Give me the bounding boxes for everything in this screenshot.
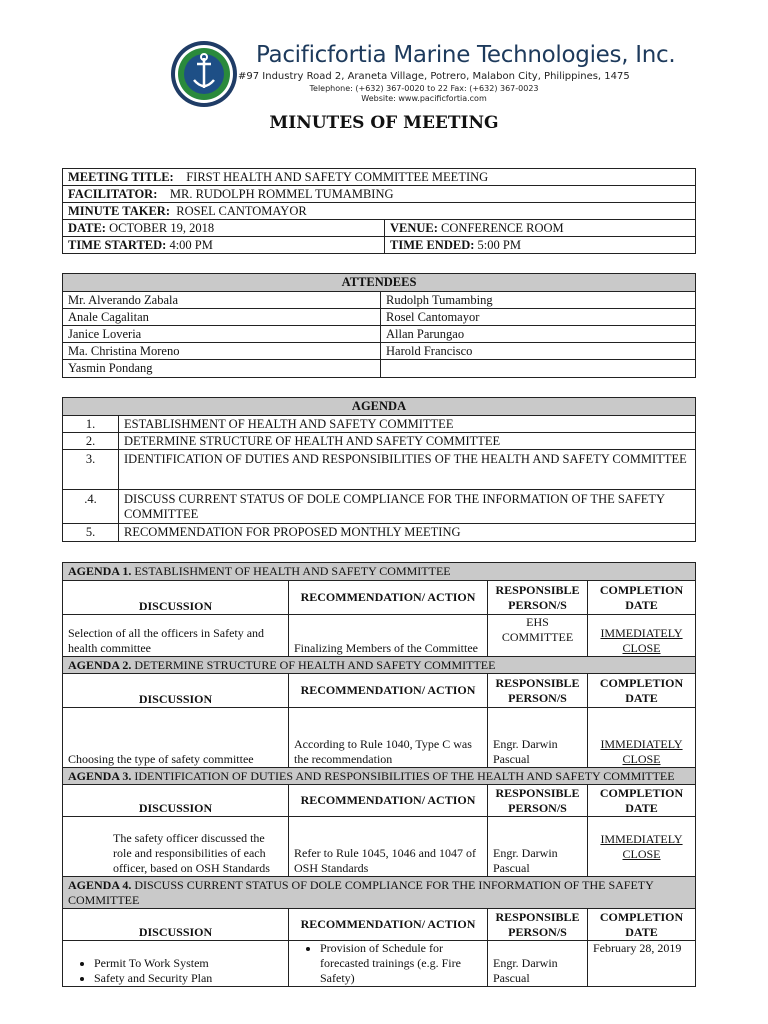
agenda-2-label: AGENDA 2.: [68, 657, 132, 672]
time-started-value: 4:00 PM: [169, 237, 213, 252]
agenda-number: 3.: [63, 450, 119, 490]
discussion-cell: Selection of all the officers in Safety and health committee: [63, 615, 289, 657]
completion-cell: IMMEDIATELY CLOSE: [588, 615, 696, 657]
attendees-table: [62, 273, 696, 378]
agenda-item: RECOMMENDATION FOR PROPOSED MONTHLY MEETING: [119, 524, 696, 542]
responsible-cell: Engr. Darwin Pascual: [488, 708, 588, 768]
discussion-list: [68, 956, 283, 986]
col-discussion: DISCUSSION: [63, 674, 289, 708]
action-cell: [289, 941, 488, 987]
col-discussion: DISCUSSION: [63, 581, 289, 615]
agenda-1-title: ESTABLISHMENT OF HEALTH AND SAFETY COMMITTEE: [134, 564, 451, 578]
completion-cell: February 28, 2019: [588, 941, 696, 987]
company-address: #97 Industry Road 2, Araneta Village, Potrero, Malabon City, Philippines, 1475: [238, 71, 630, 82]
action-cell: According to Rule 1040, Type C was the recommendation: [289, 708, 488, 768]
agenda-4-title: DISCUSS CURRENT STATUS OF DOLE COMPLIANCE FOR THE INFORMATION OF THE SAFETY COMMITTEE: [68, 877, 654, 907]
time-ended-cell: [385, 237, 696, 254]
completion-cell: IMMEDIATELY CLOSE: [588, 817, 696, 877]
letterhead: [170, 38, 676, 108]
agenda-1-label: AGENDA 1.: [68, 564, 132, 578]
attendee-name: Yasmin Pondang: [63, 360, 381, 378]
company-website: Website: www.pacificfortia.com: [361, 94, 487, 103]
col-recommendation: RECOMMENDATION/ ACTION: [289, 581, 488, 615]
attendee-name: Anale Cagalitan: [63, 309, 381, 326]
col-responsible: RESPONSIBLE PERSON/S: [488, 674, 588, 708]
agenda-number: 1.: [63, 416, 119, 433]
col-responsible: RESPONSIBLE PERSON/S: [488, 581, 588, 615]
discussion-cell: [63, 941, 289, 987]
attendee-name: Allan Parungao: [381, 326, 696, 343]
time-started-cell: [63, 237, 385, 254]
minute-taker-row: [63, 203, 696, 220]
attendee-name: Ma. Christina Moreno: [63, 343, 381, 360]
col-recommendation: RECOMMENDATION/ ACTION: [289, 674, 488, 708]
agenda-1-heading: [63, 563, 696, 581]
agenda-number: .4.: [63, 490, 119, 524]
responsible-cell: EHS COMMITTEE: [488, 615, 588, 657]
col-discussion: DISCUSSION: [63, 785, 289, 817]
action-cell: Refer to Rule 1045, 1046 and 1047 of OSH Standards: [289, 817, 488, 877]
attendee-name: Mr. Alverando Zabala: [63, 292, 381, 309]
agenda-3-label: AGENDA 3.: [68, 768, 132, 783]
agenda-2-title: DETERMINE STRUCTURE OF HEALTH AND SAFETY COMMITTEE: [134, 657, 496, 672]
col-responsible: RESPONSIBLE PERSON/S: [488, 909, 588, 941]
attendee-name: Janice Loveria: [63, 326, 381, 343]
col-completion: COMPLETION DATE: [588, 909, 696, 941]
action-list: [294, 941, 482, 986]
meeting-title-value: FIRST HEALTH AND SAFETY COMMITTEE MEETING: [186, 169, 489, 184]
date-value: OCTOBER 19, 2018: [109, 220, 215, 235]
agenda-item: DISCUSS CURRENT STATUS OF DOLE COMPLIANCE FOR THE INFORMATION OF THE SAFETY COMMITTEE: [119, 490, 696, 524]
list-item: • Provision of Schedule for forecasted trainings (e.g. Fire Safety): [320, 941, 482, 986]
attendee-name: Rudolph Tumambing: [381, 292, 696, 309]
agenda-2-heading: [63, 657, 696, 674]
list-item: • Safety and Security Plan: [94, 971, 283, 986]
time-started-label: TIME STARTED:: [68, 237, 167, 252]
agenda-item: DETERMINE STRUCTURE OF HEALTH AND SAFETY COMMITTEE: [119, 433, 696, 450]
company-logo-icon: [170, 40, 238, 108]
discussion-cell: The safety officer discussed the role and responsibilities of each officer, based on OSH Standards: [63, 817, 289, 877]
col-responsible: RESPONSIBLE PERSON/S: [488, 785, 588, 817]
col-discussion: DISCUSSION: [63, 909, 289, 941]
time-ended-label: TIME ENDED:: [390, 237, 475, 252]
attendee-name: Harold Francisco: [381, 343, 696, 360]
col-recommendation: RECOMMENDATION/ ACTION: [289, 909, 488, 941]
attendee-name: [381, 360, 696, 378]
col-completion: COMPLETION DATE: [588, 785, 696, 817]
agenda-4-heading: [63, 877, 696, 909]
completion-cell: IMMEDIATELY CLOSE: [588, 708, 696, 768]
facilitator-value: MR. RUDOLPH ROMMEL TUMAMBING: [169, 186, 394, 201]
attendees-heading: ATTENDEES: [63, 274, 696, 292]
venue-value: CONFERENCE ROOM: [441, 220, 564, 235]
discussion-cell: Choosing the type of safety committee: [63, 708, 289, 768]
facilitator-row: [63, 186, 696, 203]
agenda-4-label: AGENDA 4.: [68, 877, 132, 892]
date-label: DATE:: [68, 220, 106, 235]
agenda-3-title: IDENTIFICATION OF DUTIES AND RESPONSIBILITIES OF THE HEALTH AND SAFETY COMMITTEE: [134, 768, 675, 783]
meeting-title-label: MEETING TITLE:: [68, 169, 174, 184]
document-title: MINUTES OF MEETING: [269, 113, 499, 133]
minute-taker-value: ROSEL CANTOMAYOR: [176, 203, 307, 218]
meeting-info-table: [62, 168, 696, 254]
col-completion: COMPLETION DATE: [588, 674, 696, 708]
agenda-item: ESTABLISHMENT OF HEALTH AND SAFETY COMMITTEE: [119, 416, 696, 433]
meeting-title-row: [63, 169, 696, 186]
col-completion: COMPLETION DATE: [588, 581, 696, 615]
col-recommendation: RECOMMENDATION/ ACTION: [289, 785, 488, 817]
date-cell: [63, 220, 385, 237]
agenda-number: 2.: [63, 433, 119, 450]
venue-cell: [385, 220, 696, 237]
responsible-cell: Engr. Darwin Pascual: [488, 817, 588, 877]
action-cell: Finalizing Members of the Committee: [289, 615, 488, 657]
responsible-cell: Engr. Darwin Pascual: [488, 941, 588, 987]
agenda-heading: AGENDA: [63, 398, 696, 416]
list-item: • Permit To Work System: [94, 956, 283, 971]
facilitator-label: FACILITATOR:: [68, 186, 158, 201]
agenda-table: [62, 397, 696, 542]
minute-taker-label: MINUTE TAKER:: [68, 203, 170, 218]
time-ended-value: 5:00 PM: [477, 237, 521, 252]
company-phone: Telephone: (+632) 367-0020 to 22 Fax: (+632) 367-0023: [309, 84, 539, 93]
agenda-details-table: [62, 562, 696, 987]
agenda-number: 5.: [63, 524, 119, 542]
company-name: Pacificfortia Marine Technologies, Inc.: [256, 42, 676, 68]
venue-label: VENUE:: [390, 220, 438, 235]
agenda-item: IDENTIFICATION OF DUTIES AND RESPONSIBILITIES OF THE HEALTH AND SAFETY COMMITTEE: [119, 450, 696, 490]
agenda-3-heading: [63, 768, 696, 785]
attendee-name: Rosel Cantomayor: [381, 309, 696, 326]
